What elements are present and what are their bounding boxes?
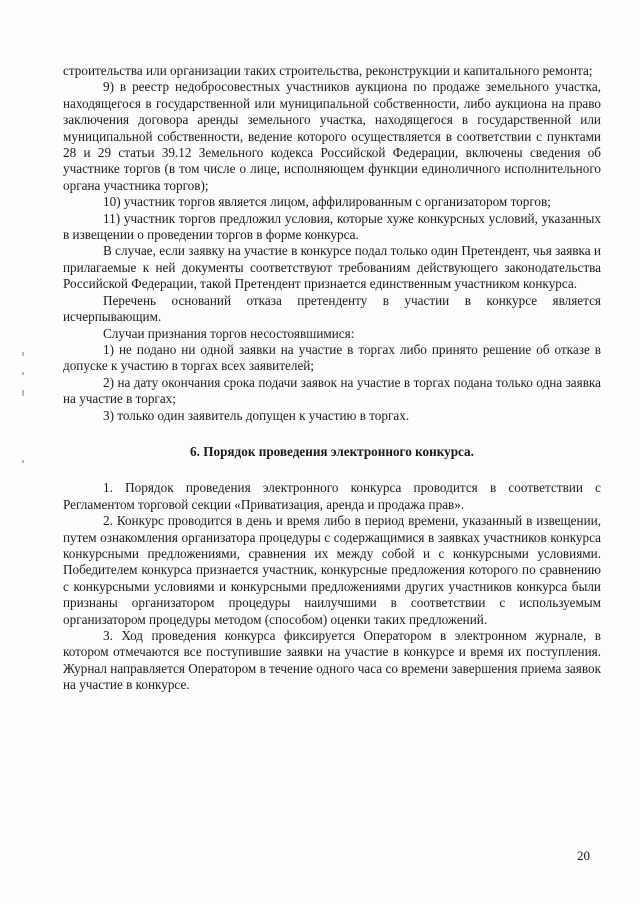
paragraph: 1. Порядок проведения электронного конкурса проводится в соответствии с Регламентом торговой секции «Приватизация, аренда и продажа прав». — [63, 480, 601, 512]
paragraph: Перечень оснований отказа претенденту в участии в конкурсе является исчерпывающим. — [63, 292, 601, 325]
paragraph: 3) только один заявитель допущен к участию в торгах. — [103, 407, 410, 423]
paragraph: 2. Конкурс проводится в день и время либо в период времени, указанный в извещении, путем ознакомления организатора процедуры с содержащимися в заявках участников конкурса конкурсными предложениями, сравнения их между собой и с конкурсными условиями. Победителем конкурса признается участник, конкурсные предложения которого по сравнению с конкурсными условиями и конкурсными предложениями других участников конкурса были признаны организатором процедуры наилучшими в соответствии с используемым организатором процедуры методом (способом) оценки таких предложений. — [63, 513, 601, 627]
paragraph: 11) участник торгов предложил условия, которые хуже конкурсных условий, указанных в извещении о проведении торгов в форме конкурса. — [63, 210, 601, 243]
paragraph: В случае, если заявку на участие в конкурсе подал только один Претендент, чья заявка и прилагаемые к ней документы соответствуют требованиям действующего законодательства Российской Федерации, такой Претендент признается единственным участником конкурса. — [63, 243, 601, 292]
scan-mark — [22, 460, 24, 463]
scan-mark — [22, 390, 24, 396]
paragraph: строительства или организации таких строительства, реконструкции и капитального ремонта; — [63, 63, 593, 78]
document-body — [63, 63, 601, 694]
paragraph: 2) на дату окончания срока подачи заявок на участие в торгах подана только одна заявка на участие в торгах; — [63, 374, 601, 407]
paragraph: Случаи признания торгов несостоявшимися: — [103, 325, 355, 341]
scan-mark — [22, 352, 24, 356]
paragraph: 3. Ход проведения конкурса фиксируется Оператором в электронном журнале, в котором отмечаются все поступившие заявки на участие в конкурсе и время их поступления. Журнал направляется Оператором в течение одного часа со времени завершения приема заявок на участие в конкурсе. — [63, 628, 601, 693]
section-heading: 6. Порядок проведения электронного конкурса. — [190, 443, 474, 459]
page-number: 20 — [577, 848, 590, 863]
paragraph: 10) участник торгов является лицом, аффилированным с организатором торгов; — [103, 194, 551, 210]
paragraph: 9) в реестр недобросовестных участников аукциона по продаже земельного участка, находящегося в государственной или муниципальной собственности, либо аукциона на право заключения договора аренды земельного участка, находящегося в государственной или муниципальной собственности, ведение которого осуществляется в соответствии с пунктами 28 и 29 статьи 39.12 Земельного кодекса Российской Федерации, включены сведения об участнике торгов (в том числе о лице, исполняющем функции единоличного исполнительного органа участника торгов); — [63, 79, 601, 193]
scan-mark — [22, 372, 24, 375]
paragraph: 1) не подано ни одной заявки на участие в торгах либо принято решение об отказе в допуске к участию в торгах всех заявителей; — [63, 341, 601, 374]
